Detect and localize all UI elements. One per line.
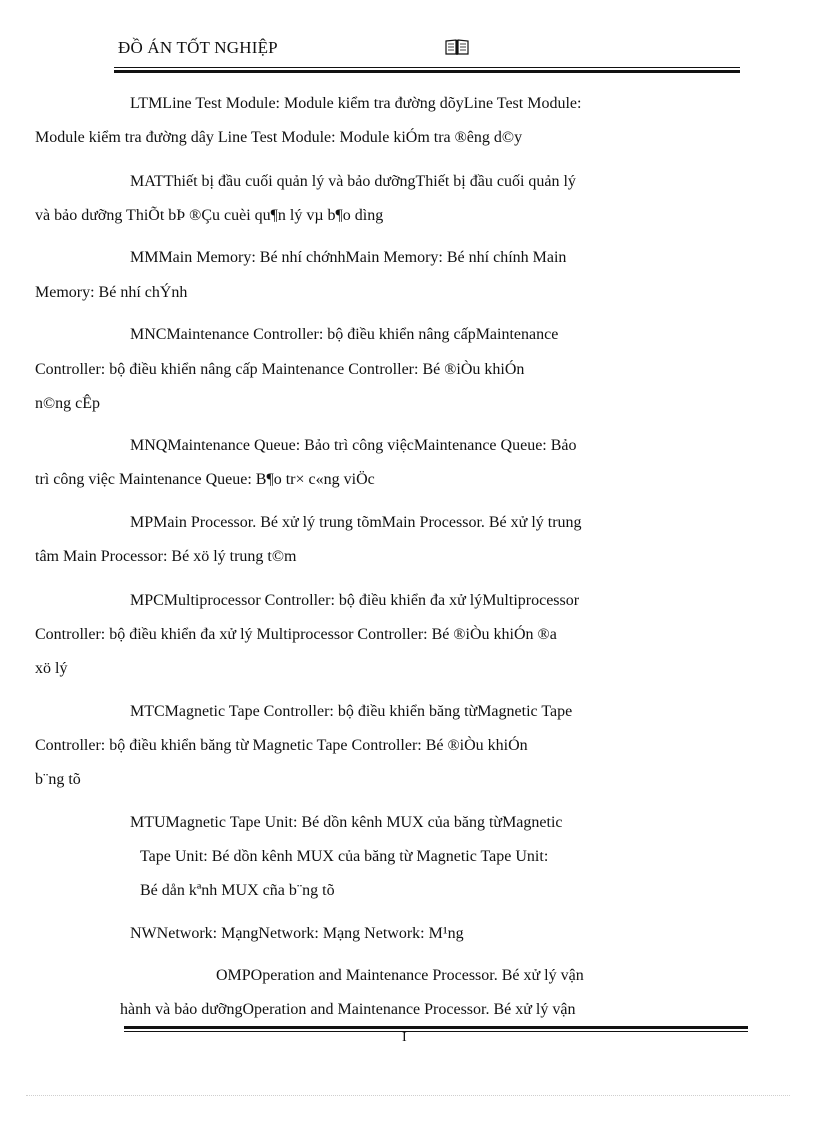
entry-line: MTUMagnetic Tape Unit: Bé dồn kênh MUX của băng từMagnetic — [130, 814, 563, 831]
footer-rule-thin — [124, 1031, 748, 1032]
open-book-icon — [444, 38, 470, 56]
entry-line: Controller: bộ điều khiển băng từ Magnetic Tape Controller: Bé ®iÒu khiÓn — [35, 737, 528, 754]
header-rule-thin — [114, 67, 740, 68]
entry-line: MATThiết bị đầu cuối quản lý và bảo dưỡngThiết bị đầu cuối quản lý — [130, 173, 576, 190]
entry-line: Memory: Bé nhí chÝnh — [35, 284, 188, 301]
entry-line: hành và bảo dưỡngOperation and Maintenance Processor. Bé xử lý vận — [120, 1001, 576, 1018]
entry-line: trì công việc Maintenance Queue: B¶o tr× c«ng viÖc — [35, 471, 375, 488]
page-number: I — [402, 1030, 407, 1045]
header-title: ĐỒ ÁN TỐT NGHIỆP — [118, 38, 278, 57]
entry-line: Controller: bộ điều khiển nâng cấp Maintenance Controller: Bé ®iÒu khiÓn — [35, 361, 525, 378]
entry-line: Module kiểm tra đường dây Line Test Module: Module kiÓm tra ®êng d©y — [35, 129, 523, 146]
entry-line: MMMain Memory: Bé nhí chớnhMain Memory: Bé nhí chính Main — [130, 249, 567, 266]
footer-rule-thick — [124, 1026, 748, 1029]
entry-line: và bảo dưỡng ThiÕt bÞ ®Çu cuèi qu¶n lý vµ b¶o dìng — [35, 207, 384, 224]
entry-line: NWNetwork: MạngNetwork: Mạng Network: M¹ng — [130, 925, 464, 942]
entry-line: Bé dån kªnh MUX cña b¨ng tõ — [140, 882, 335, 899]
entry-line: MTCMagnetic Tape Controller: bộ điều khiển băng từMagnetic Tape — [130, 703, 573, 720]
entry-line: LTMLine Test Module: Module kiểm tra đường dõyLine Test Module: — [130, 95, 582, 112]
entry-line: MNQMaintenance Queue: Bảo trì công việcMaintenance Queue: Bảo — [130, 437, 577, 454]
entry-line: OMPOperation and Maintenance Processor. Bé xử lý vận — [216, 967, 584, 984]
entry-line: MPMain Processor. Bé xử lý trung tõmMain Processor. Bé xử lý trung — [130, 514, 582, 531]
entry-line: b¨ng tõ — [35, 771, 81, 788]
entry-line: n©ng cÊp — [35, 395, 101, 412]
entry-line: Controller: bộ điều khiển đa xử lý Multiprocessor Controller: Bé ®iÒu khiÓn ®a — [35, 626, 557, 643]
entry-line: MPCMultiprocessor Controller: bộ điều khiển đa xử lýMultiprocessor — [130, 592, 580, 609]
page-edge-dotted-line — [26, 1095, 790, 1096]
entry-line: Tape Unit: Bé dồn kênh MUX của băng từ Magnetic Tape Unit: — [140, 848, 549, 865]
header-rule-thick — [114, 70, 740, 73]
entry-line: tâm Main Processor: Bé xö lý trung t©m — [35, 548, 297, 565]
entry-line: MNCMaintenance Controller: bộ điều khiển nâng cấpMaintenance — [130, 326, 559, 343]
entry-line: xö lý — [35, 660, 68, 677]
